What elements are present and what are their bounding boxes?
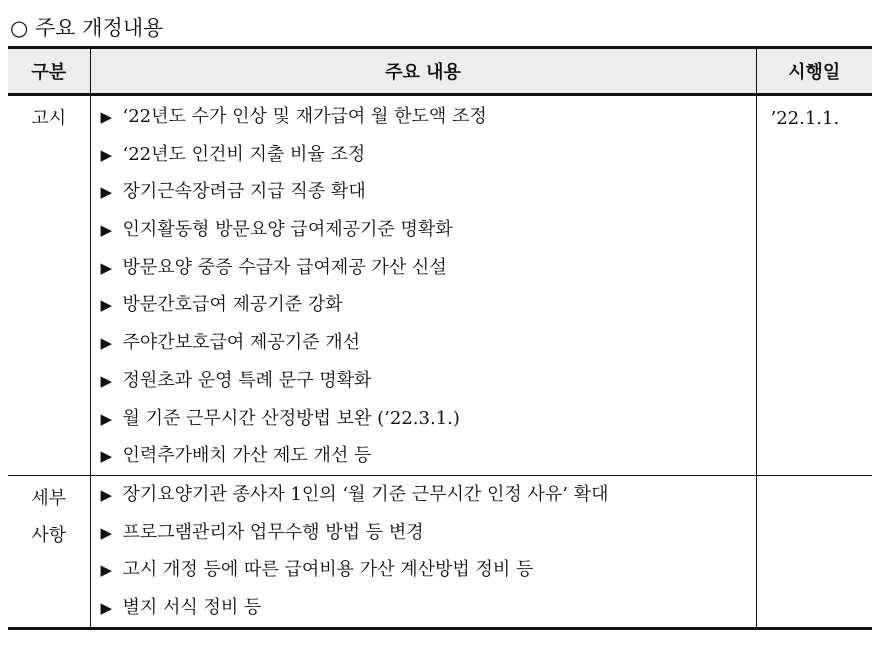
bullet-arrow-icon: ▶ <box>100 523 113 542</box>
date-cell <box>756 95 872 476</box>
section-heading: ○ 주요 개정내용 <box>10 16 164 40</box>
bullet-arrow-icon: ▶ <box>100 598 113 617</box>
item-text: 고시 개정 등에 따른 급여비용 가산 계산방법 정비 등 <box>122 559 534 581</box>
bullet-arrow-icon: ▶ <box>100 371 113 390</box>
bullet-arrow-icon: ▶ <box>100 561 113 580</box>
category-label: 세부 <box>31 487 67 509</box>
item-text: 정원초과 운영 특례 문구 명확화 <box>122 369 372 391</box>
item-text: 주야간보호급여 제공기준 개선 <box>122 332 360 354</box>
bullet-arrow-icon: ▶ <box>100 296 113 315</box>
list-item <box>101 136 756 174</box>
category-cell <box>8 95 90 476</box>
item-list <box>91 476 756 627</box>
list-item <box>101 437 756 475</box>
item-text: 방문요양 중증 수급자 급여제공 가산 신설 <box>122 256 447 278</box>
bullet-arrow-icon: ▶ <box>100 334 113 353</box>
category-label: 사항 <box>31 524 67 546</box>
item-text: 인력추가배치 가산 제도 개선 등 <box>122 445 372 467</box>
effective-date: ’22.1.1. <box>770 108 840 129</box>
list-item <box>101 551 756 589</box>
bullet-arrow-icon: ▶ <box>100 447 113 466</box>
table-row <box>8 95 872 476</box>
list-item <box>101 173 756 211</box>
list-item <box>101 211 756 249</box>
item-text: ‘22년도 인건비 지출 비율 조정 <box>122 143 366 165</box>
list-item <box>101 324 756 362</box>
list-item <box>101 589 756 627</box>
bullet-arrow-icon: ▶ <box>100 183 113 202</box>
list-item <box>101 98 756 136</box>
item-text: 방문간호급여 제공기준 강화 <box>122 294 343 316</box>
table-header-row <box>8 48 872 95</box>
item-text: 별지 서식 정비 등 <box>122 596 262 618</box>
bullet-arrow-icon: ▶ <box>100 108 113 126</box>
bullet-arrow-icon: ▶ <box>100 409 113 428</box>
content-cell <box>90 475 756 628</box>
revision-table <box>8 46 872 630</box>
category-label: 고시 <box>31 108 67 129</box>
list-item <box>101 249 756 287</box>
list-item <box>101 476 756 514</box>
bullet-arrow-icon: ▶ <box>100 145 113 164</box>
item-text: 프로그램관리자 업무수행 방법 등 변경 <box>122 521 424 543</box>
list-item <box>101 514 756 552</box>
bullet-arrow-icon: ▶ <box>100 485 113 504</box>
header-category: 구분 <box>8 48 90 95</box>
item-list <box>91 96 756 475</box>
category-cell <box>8 475 90 628</box>
item-text: ‘22년도 수가 인상 및 재가급여 월 한도액 조정 <box>122 106 487 127</box>
table-row <box>8 475 872 628</box>
bullet-arrow-icon: ▶ <box>100 221 113 240</box>
table-body <box>8 95 872 629</box>
bullet-arrow-icon: ▶ <box>100 258 113 277</box>
list-item <box>101 362 756 400</box>
date-cell <box>756 475 872 628</box>
header-effective-date: 시행일 <box>756 48 872 95</box>
item-text: 월 기준 근무시간 산정방법 보완 (’22.3.1.) <box>122 407 460 429</box>
header-main-content: 주요 내용 <box>90 48 756 95</box>
list-item <box>101 286 756 324</box>
item-text: 장기근속장려금 지급 직종 확대 <box>122 181 366 203</box>
item-text: 장기요양기관 종사자 1인의 ‘월 기준 근무시간 인정 사유’ 확대 <box>122 483 609 505</box>
item-text: 인지활동형 방문요양 급여제공기준 명확화 <box>122 219 453 241</box>
list-item <box>101 400 756 438</box>
content-cell <box>90 95 756 476</box>
